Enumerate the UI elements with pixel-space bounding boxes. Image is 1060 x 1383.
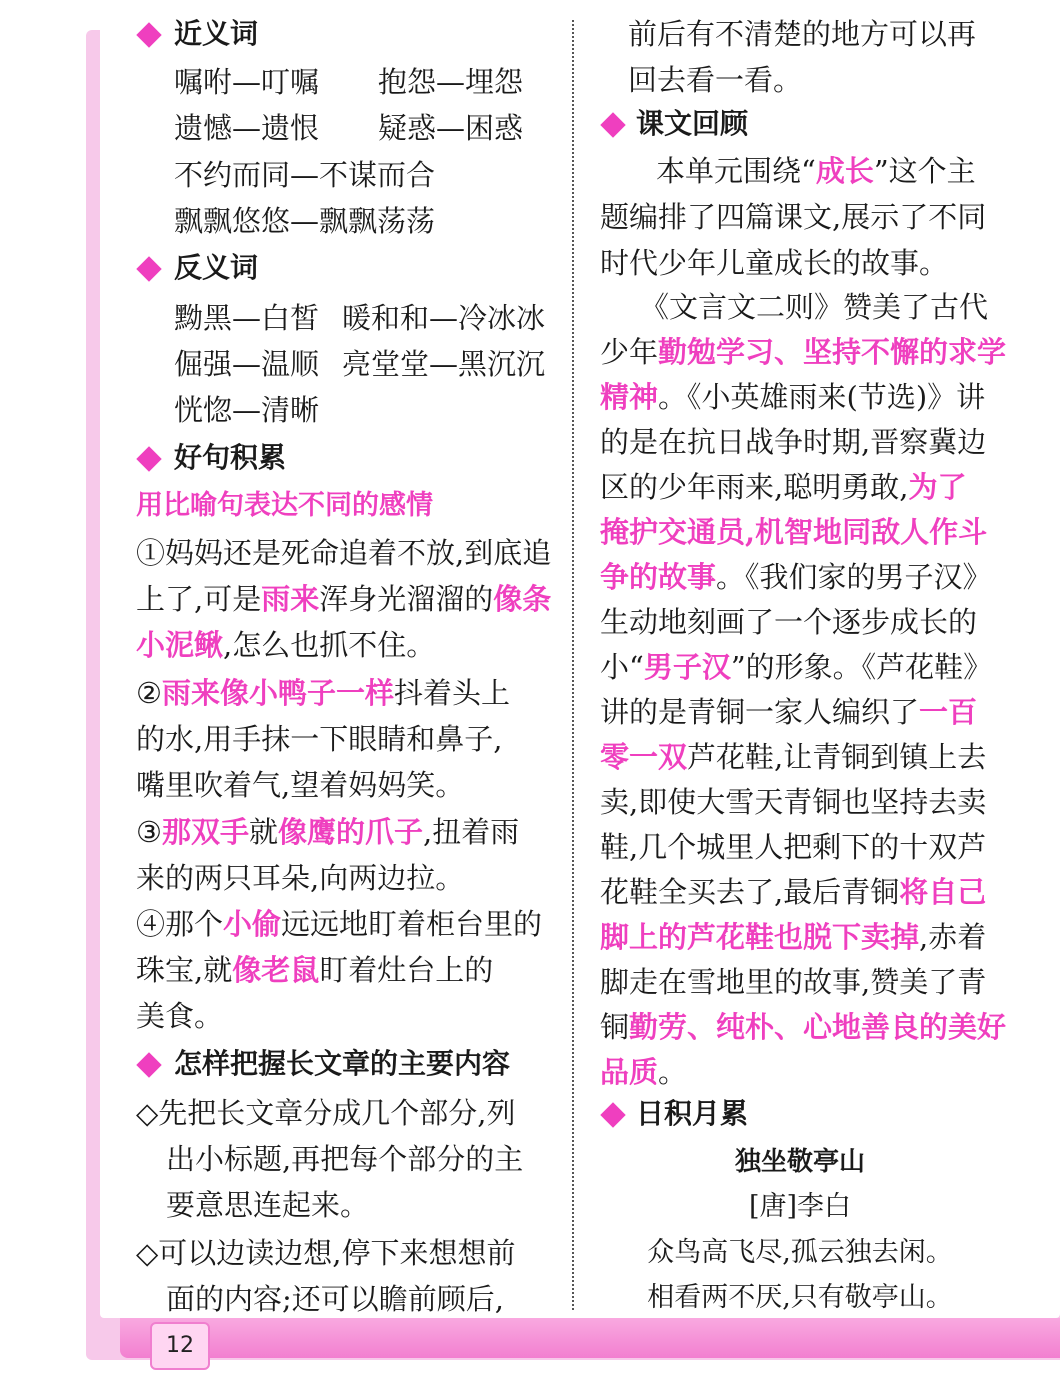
antonym-pair: 倔强—温顺 [174, 347, 320, 381]
text-line: 花鞋全买去了,最后青铜将自己 [600, 875, 987, 909]
sentence-line: 的水,用手抹一下眼睛和鼻子, [136, 722, 503, 756]
sentence-line: ④那个小偷远远地盯着柜台里的 [136, 907, 543, 941]
sub-heading: 用比喻句表达不同的感情 [136, 490, 433, 521]
sentence-line: 小泥鳅,怎么也抓不住。 [136, 628, 436, 662]
text-line: 的是在抗日战争时期,晋察冀边 [600, 425, 987, 459]
method-line: 要意思连起来。 [166, 1188, 370, 1222]
section-heading-synonyms: 近义词 [174, 17, 259, 50]
poem-author: [唐]李白 [748, 1191, 852, 1222]
antonym-pair: 暖和和—冷冰冰 [342, 301, 546, 335]
section-heading-review: 课文回顾 [636, 107, 749, 140]
method-line: 出小标题,再把每个部分的主 [166, 1142, 524, 1176]
text-line: 品质。 [600, 1055, 688, 1089]
antonym-line: 恍惚—清晰 [174, 393, 320, 427]
method-line: ◇先把长文章分成几个部分,列 [136, 1096, 516, 1130]
text-line: 前后有不清楚的地方可以再 [628, 17, 977, 51]
column-divider [572, 20, 574, 1310]
sentence-line: 上了,可是雨来浑身光溜溜的像条 [136, 582, 552, 616]
section-heading-good-sentences: 好句积累 [174, 441, 287, 474]
text-line: 讲的是青铜一家人编织了一百 [600, 695, 978, 729]
text-line: 铜勤劳、纯朴、心地善良的美好 [600, 1010, 1007, 1044]
text-line: 生动地刻画了一个逐步成长的 [600, 605, 978, 639]
poem-line: 众鸟高飞尽,孤云独去闲。 [647, 1237, 953, 1268]
text-line: 鞋,几个城里人把剩下的十双芦 [600, 830, 987, 864]
synonym-line: 不约而同—不谋而合 [174, 158, 436, 192]
page-number: 12 [150, 1322, 210, 1370]
text-line: 零一双芦花鞋,让青铜到镇上去 [600, 740, 987, 774]
synonym-pair: 抱怨—埋怨 [378, 65, 524, 99]
antonym-pair: 亮堂堂—黑沉沉 [342, 347, 546, 381]
antonym-pair: 黝黑—白皙 [174, 301, 320, 335]
section-heading-poem: 日积月累 [636, 1097, 749, 1130]
text-line: 本单元围绕“成长”这个主 [656, 154, 976, 188]
footer-bar [120, 1318, 1060, 1358]
poem-line: 相看两不厌,只有敬亭山。 [647, 1282, 953, 1313]
sentence-line: 珠宝,就像老鼠盯着灶台上的 [136, 953, 494, 987]
synonym-pair: 疑惑—困惑 [378, 111, 524, 145]
text-line: 《文言文二则》赞美了古代 [640, 290, 989, 324]
sentence-line: ①妈妈还是死命追着不放,到底追 [136, 536, 552, 570]
text-line: 卖,即使大雪天青铜也坚持去卖 [600, 785, 987, 819]
text-line: 题编排了四篇课文,展示了不同 [600, 200, 987, 234]
text-line: 精神。《小英雄雨来(节选)》讲 [600, 380, 986, 414]
method-line: 面的内容;还可以瞻前顾后, [166, 1282, 504, 1316]
poem-title: 独坐敬亭山 [734, 1147, 865, 1177]
text-line: 区的少年雨来,聪明勇敢,为了 [600, 470, 967, 504]
text-line: 脚走在雪地里的故事,赞美了青 [600, 965, 987, 999]
sentence-line: 嘴里吹着气,望着妈妈笑。 [136, 768, 465, 802]
sentence-line: 美食。 [136, 999, 224, 1033]
text-line: 回去看一看。 [628, 63, 803, 97]
synonym-pair: 遗憾—遗恨 [174, 111, 320, 145]
sentence-line: ②雨来像小鸭子一样抖着头上 [136, 676, 511, 710]
sentence-line: ③那双手就像鹰的爪子,扭着雨 [136, 815, 520, 849]
text-line: 时代少年儿童成长的故事。 [600, 246, 949, 280]
synonym-line: 飘飘悠悠—飘飘荡荡 [174, 204, 436, 238]
text-line: 争的故事。《我们家的男子汉》 [600, 560, 992, 594]
section-heading-method: 怎样把握长文章的主要内容 [174, 1047, 511, 1080]
section-heading-antonyms: 反义词 [174, 251, 259, 284]
text-line: 掩护交通员,机智地同敌人作斗 [600, 515, 988, 549]
sentence-line: 来的两只耳朵,向两边拉。 [136, 861, 465, 895]
text-line: 脚上的芦花鞋也脱下卖掉,赤着 [600, 920, 987, 954]
text-line: 少年勤勉学习、坚持不懈的求学 [600, 335, 1007, 369]
method-line: ◇可以边读边想,停下来想想前 [136, 1236, 516, 1270]
synonym-pair: 嘱咐—叮嘱 [174, 65, 320, 99]
text-line: 小“男子汉”的形象。《芦花鞋》 [600, 650, 993, 684]
